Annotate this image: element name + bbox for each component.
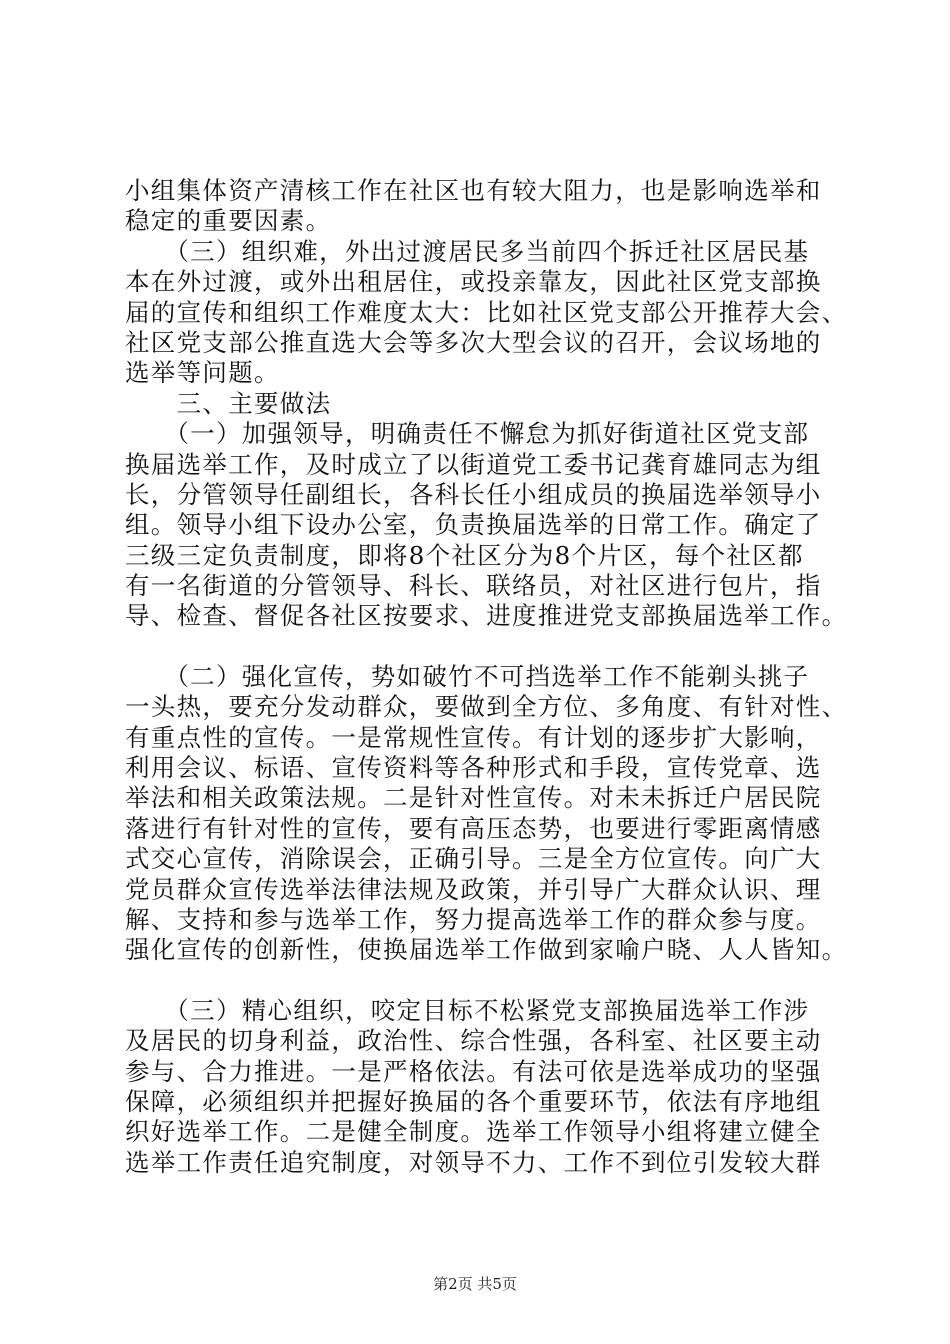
text-line: 式交心宣传，消除误会，正确引导。三是全方位宣传。向广大 bbox=[125, 844, 822, 874]
text-line: 导、检查、督促各社区按要求、进度推进党支部换届选举工作。 bbox=[125, 601, 848, 631]
text-line: 强化宣传的创新性，使换届选举工作做到家喻户晓、人人皆知。 bbox=[125, 935, 848, 965]
text-line: 三级三定负责制度，即将8个社区分为8个片区，每个社区都 bbox=[125, 540, 804, 570]
text-line: 选举工作责任追究制度，对领导不力、工作不到位引发较大群 bbox=[125, 1147, 822, 1177]
text-line: 长，分管领导任副组长，各科长任小组成员的换届选举领导小 bbox=[125, 479, 822, 509]
paragraph-5 bbox=[125, 996, 830, 1178]
text-line: 举法和相关政策法规。二是针对性宣传。对未未拆迁户居民院 bbox=[125, 783, 822, 813]
text-line: 选举等问题。 bbox=[125, 358, 280, 388]
text-line: 组。领导小组下设办公室，负责换届选举的日常工作。确定了 bbox=[125, 510, 822, 540]
text-line: （三）精心组织，咬定目标不松紧党支部换届选举工作涉 bbox=[125, 995, 810, 1025]
text-line: 有一名街道的分管领导、科长、联络员，对社区进行包片，指 bbox=[125, 571, 822, 601]
text-line: 三、主要做法 bbox=[125, 388, 332, 418]
text-line: 稳定的重要因素。 bbox=[125, 206, 332, 236]
page-number-footer: 第2页 共5页 bbox=[433, 1275, 517, 1293]
text-line: 一头热，要充分发动群众，要做到全方位、多角度、有针对性、 bbox=[125, 692, 848, 722]
text-line: 利用会议、标语、宣传资料等各种形式和手段，宣传党章、选 bbox=[125, 753, 822, 783]
text-line: 换届选举工作，及时成立了以街道党工委书记龚育雄同志为组 bbox=[125, 449, 822, 479]
text-line: 及居民的切身利益，政治性、综合性强，各科室、社区要主动 bbox=[125, 1026, 822, 1056]
paragraph-4 bbox=[125, 661, 848, 966]
text-line: 参与、合力推进。一是严格依法。有法可依是选举成功的坚强 bbox=[125, 1056, 822, 1086]
paragraph-1 bbox=[125, 176, 830, 237]
paragraph-2 bbox=[125, 236, 848, 389]
text-line: 有重点性的宣传。一是常规性宣传。有计划的逐步扩大影响， bbox=[125, 722, 822, 752]
section-heading bbox=[125, 389, 830, 419]
text-line: 本在外过渡，或外出租居住，或投亲靠友，因此社区党支部换 bbox=[125, 267, 822, 297]
text-line: 社区党支部公推直选大会等多次大型会议的召开，会议场地的 bbox=[125, 327, 822, 357]
text-line: 党员群众宣传选举法律法规及政策，并引导广大群众认识、理 bbox=[125, 874, 822, 904]
document-body bbox=[125, 176, 848, 1178]
text-line: 解、支持和参与选举工作，努力提高选举工作的群众参与度。 bbox=[125, 904, 822, 934]
paragraph-3 bbox=[125, 419, 848, 632]
text-line: 届的宣传和组织工作难度太大：比如社区党支部公开推荐大会、 bbox=[125, 297, 848, 327]
text-line: 落进行有针对性的宣传，要有高压态势，也要进行零距离情感 bbox=[125, 813, 822, 843]
text-line: （一）加强领导，明确责任不懈怠为抓好街道社区党支部 bbox=[125, 419, 810, 449]
text-line: 小组集体资产清核工作在社区也有较大阻力，也是影响选举和 bbox=[125, 176, 822, 205]
text-line: 织好选举工作。二是健全制度。选举工作领导小组将建立健全 bbox=[125, 1117, 822, 1147]
text-line: （三）组织难，外出过渡居民多当前四个拆迁社区居民基 bbox=[125, 236, 810, 266]
text-line: （二）强化宣传，势如破竹不可挡选举工作不能剃头挑子 bbox=[125, 661, 810, 691]
text-line: 保障，必须组织并把握好换届的各个重要环节，依法有序地组 bbox=[125, 1086, 822, 1116]
